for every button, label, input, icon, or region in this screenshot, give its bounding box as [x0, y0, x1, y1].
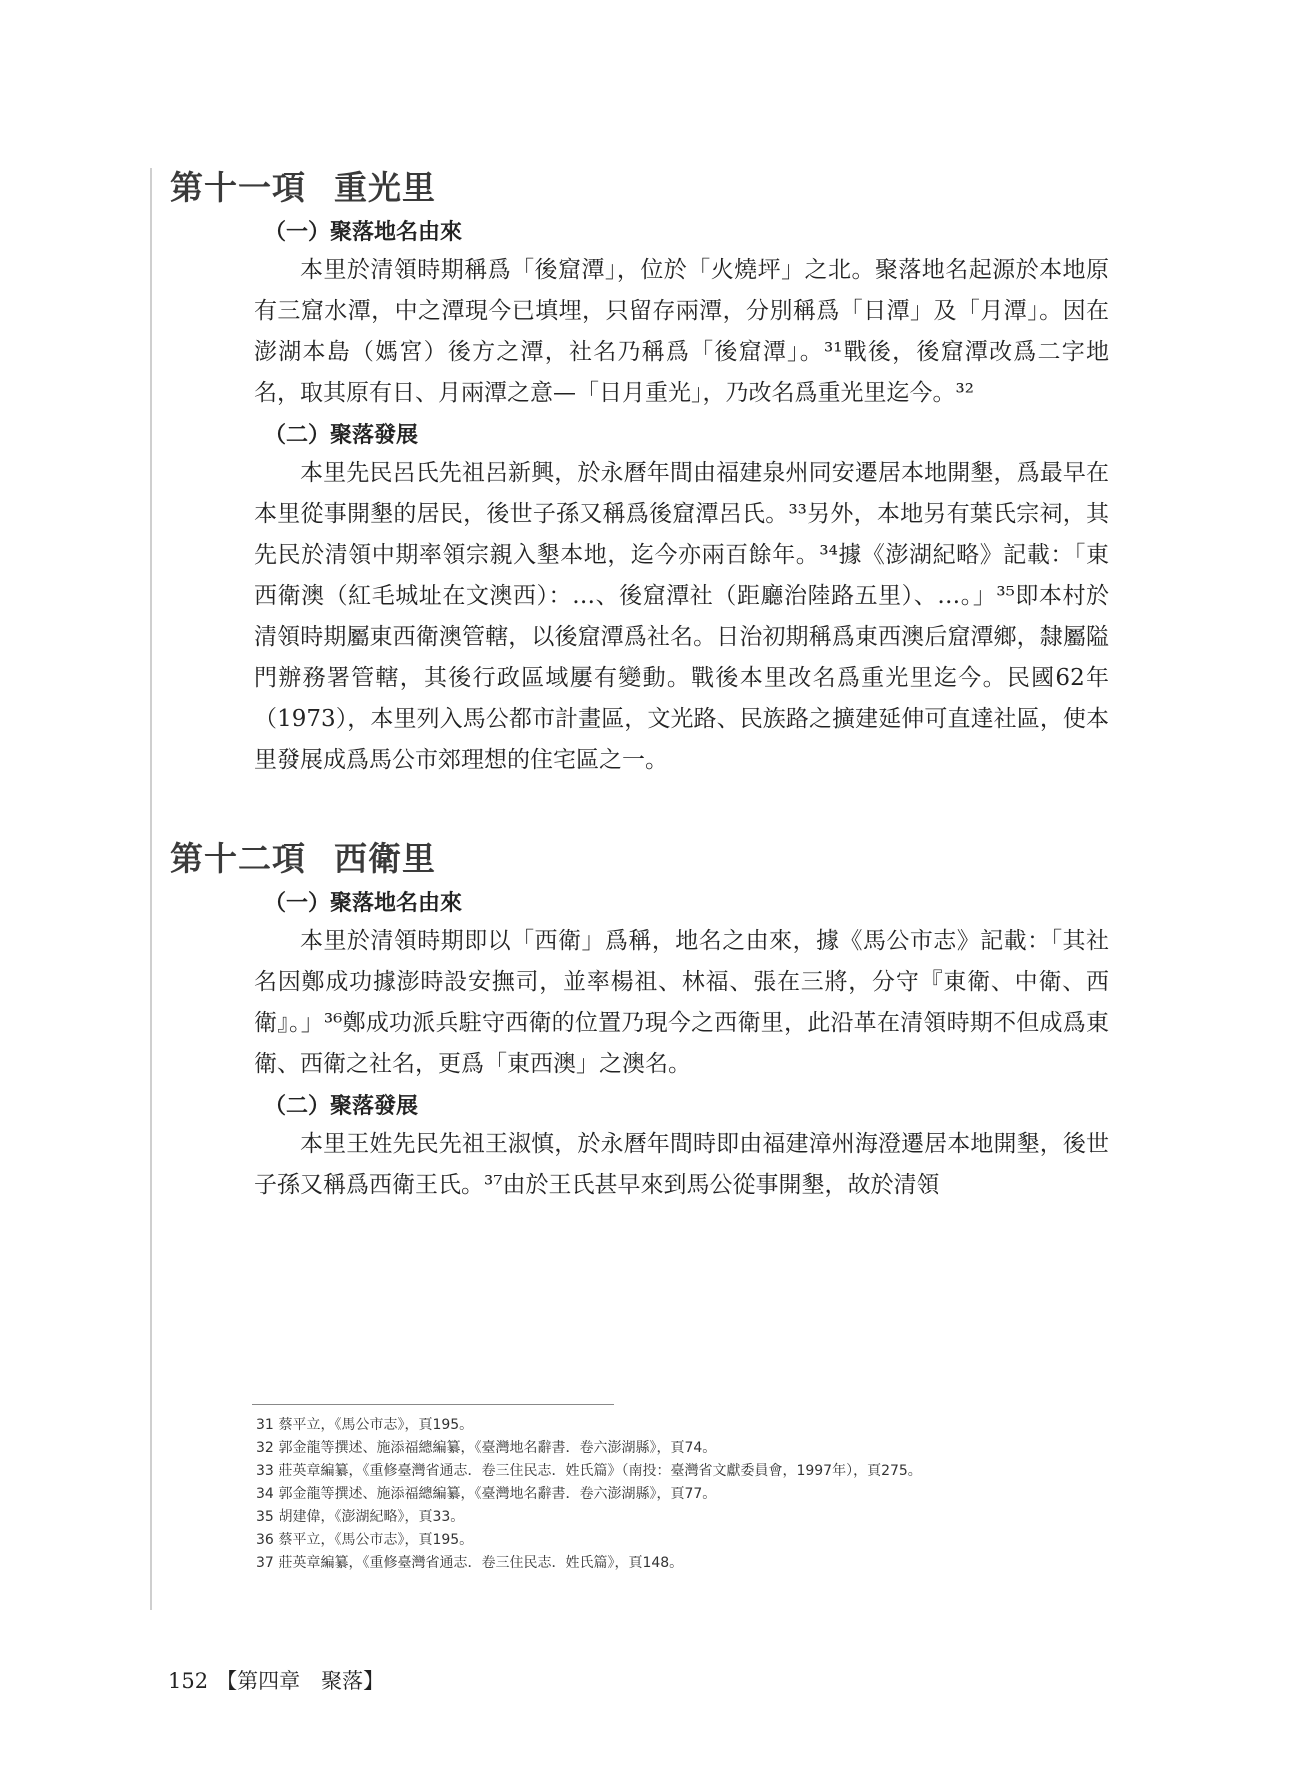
footnote: [256, 1437, 1136, 1460]
footnote-number: 34: [256, 1486, 274, 1502]
section-title: [170, 162, 1132, 209]
section-gap: [172, 781, 1132, 833]
footnote: [256, 1460, 1136, 1483]
footnote: [256, 1414, 1136, 1437]
footnotes: [256, 1414, 1136, 1575]
page-footer: [168, 1665, 384, 1695]
footnote: [256, 1529, 1136, 1552]
footnote-text: 莊英章編纂，《重修臺灣省通志．卷三住民志．姓氏篇》（南投：臺灣省文獻委員會，1997年），頁275。: [278, 1463, 922, 1479]
footnote-number: 36: [256, 1532, 274, 1548]
subsection-heading: （二）聚落發展: [264, 1094, 419, 1119]
subsection-heading: （二）聚落發展: [264, 423, 419, 448]
paragraph: 本里於清領時期即以「西衛」爲稱，地名之由來，據《馬公市志》記載：「其社名因鄭成功據澎時設安撫司，並率楊祖、林福、張在三將，分守『東衛、中衛、西衛』。」³⁶鄭成功派兵駐守西衛的位置乃現今之西衛里，此沿革在清領時期不但成爲東衛、西衛之社名，更爲「東西澳」之澳名。: [254, 928, 1109, 1077]
section-name: 西衛里: [334, 839, 436, 878]
footnote: [256, 1506, 1136, 1529]
subsection-heading: （一）聚落地名由來: [264, 891, 463, 916]
paragraph: 本里先民呂氏先祖呂新興，於永曆年間由福建泉州同安遷居本地開墾，爲最早在本里從事開墾的居民，後世子孫又稱爲後窟潭呂氏。³³另外，本地另有葉氏宗祠，其先民於清領中期率領宗親入墾本地，迄今亦兩百餘年。³⁴據《澎湖紀略》記載：「東西衛澳（紅毛城址在文澳西）：…、後窟潭社（距廳治陸路五里）、…。」³⁵即本村於清領時期屬東西衛澳管轄，以後窟潭爲社名。日治初期稱爲東西澳后窟潭鄉，隸屬隘門辦務署管轄，其後行政區域屢有變動。戰後本里改名爲重光里迄今。民國62年（1973），本里列入馬公都市計畫區，文光路、民族路之擴建延伸可直達社區，使本里發展成爲馬公市郊理想的住宅區之一。: [254, 460, 1109, 773]
footnote-text: 胡建偉，《澎湖紀略》，頁33。: [278, 1509, 465, 1525]
chapter-label: 【第四章 聚落】: [216, 1669, 385, 1693]
subsection-heading: （一）聚落地名由來: [264, 220, 463, 245]
section-number: 第十一項: [170, 168, 306, 207]
footnote-number: 33: [256, 1463, 274, 1479]
section-name: 重光里: [334, 168, 436, 207]
footnote-number: 35: [256, 1509, 274, 1525]
main-content: [172, 162, 1132, 1206]
section-number: 第十二項: [170, 839, 306, 878]
footnote-text: 蔡平立，《馬公市志》，頁195。: [278, 1532, 474, 1548]
footnote-divider: [252, 1404, 614, 1405]
footnote-text: 郭金龍等撰述、施添福總編纂，《臺灣地名辭書．卷六澎湖縣》，頁74。: [278, 1440, 717, 1456]
section-title: [170, 833, 1132, 880]
footnote-text: 郭金龍等撰述、施添福總編纂，《臺灣地名辭書．卷六澎湖縣》，頁77。: [278, 1486, 717, 1502]
footnote-number: 37: [256, 1555, 274, 1571]
footnote: [256, 1483, 1136, 1506]
footnote-number: 32: [256, 1440, 274, 1456]
footnote-text: 莊英章編纂，《重修臺灣省通志．卷三住民志．姓氏篇》，頁148。: [278, 1555, 684, 1571]
footnote-number: 31: [256, 1417, 274, 1433]
page-number: 152: [168, 1669, 209, 1693]
paragraph: 本里王姓先民先祖王淑慎，於永曆年間時即由福建漳州海澄遷居本地開墾，後世子孫又稱爲西衛王氏。³⁷由於王氏甚早來到馬公從事開墾，故於清領: [254, 1131, 1109, 1198]
footnote: [256, 1552, 1136, 1575]
paragraph: 本里於清領時期稱爲「後窟潭」，位於「火燒坪」之北。聚落地名起源於本地原有三窟水潭，中之潭現今已填埋，只留存兩潭，分別稱爲「日潭」及「月潭」。因在澎湖本島（媽宮）後方之潭，社名乃稱爲「後窟潭」。³¹戰後，後窟潭改爲二字地名，取其原有日、月兩潭之意—「日月重光」，乃改名爲重光里迄今。³²: [254, 257, 1109, 406]
footnote-text: 蔡平立，《馬公市志》，頁195。: [278, 1417, 474, 1433]
margin-rule: [150, 168, 152, 1610]
